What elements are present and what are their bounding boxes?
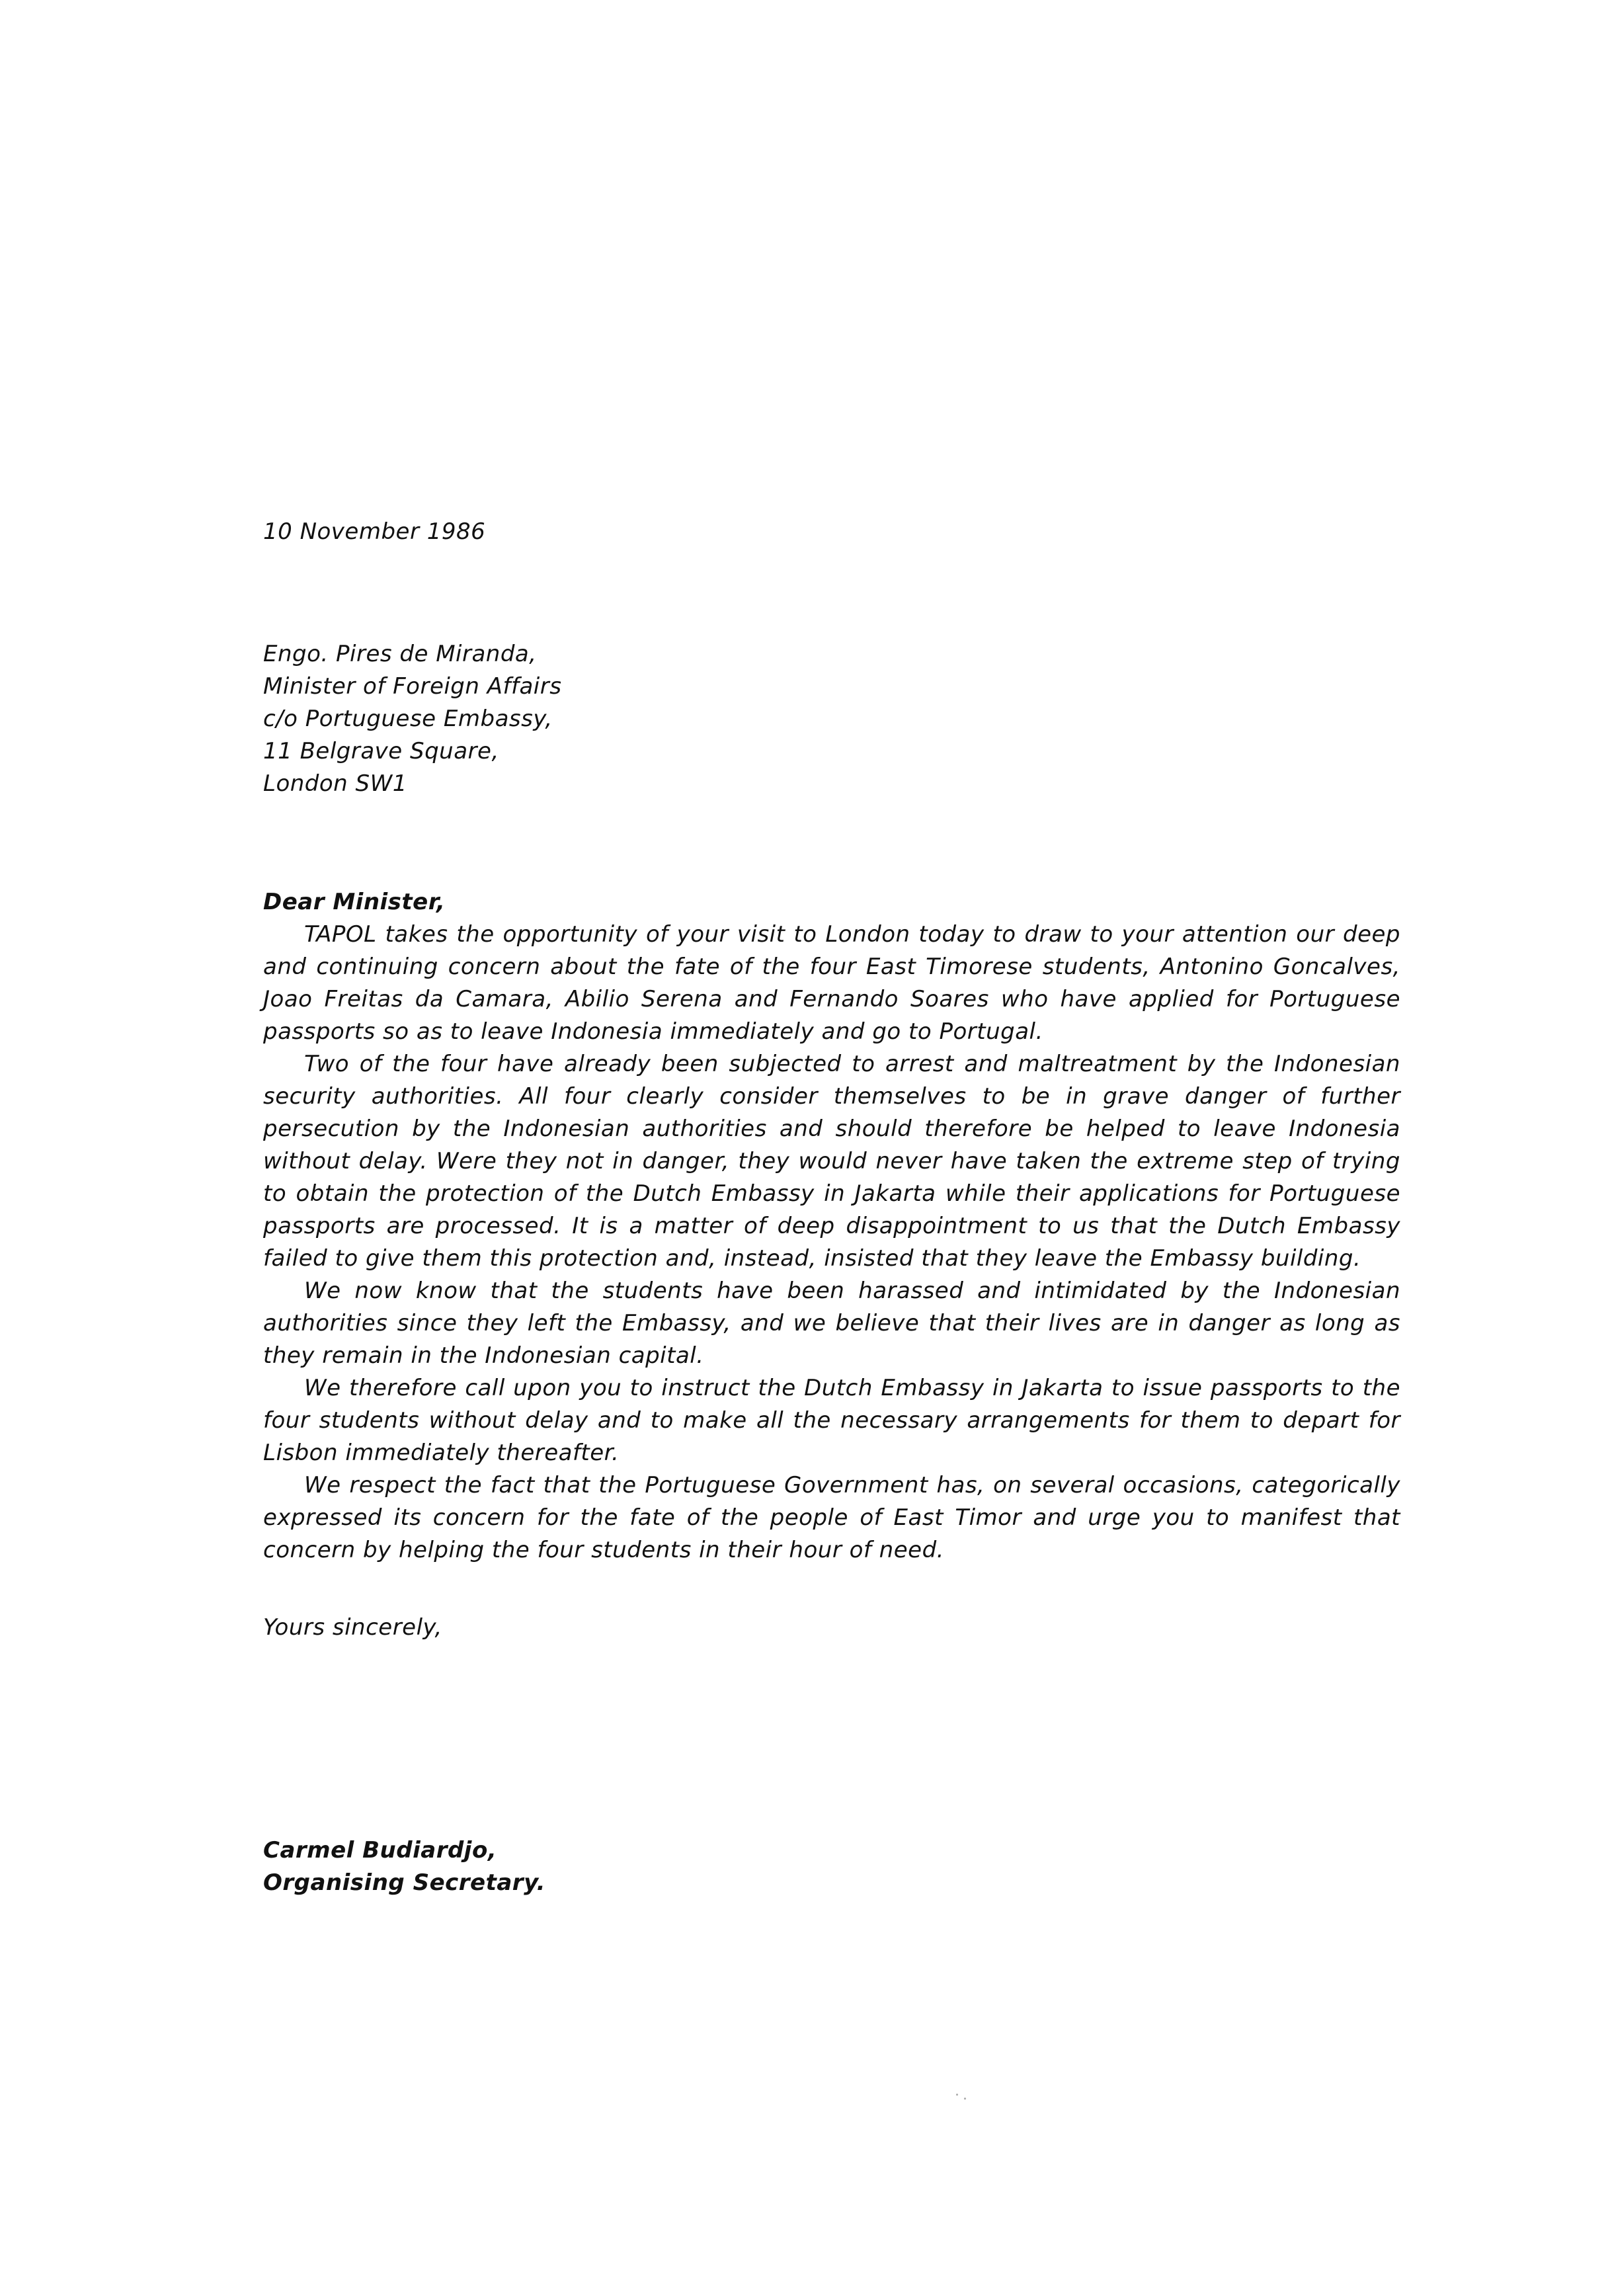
closing: Yours sincerely,	[263, 1614, 442, 1641]
address-line: Minister of Foreign Affairs	[263, 673, 562, 700]
body-paragraph: We therefore call upon you to instruct the Dutch Embassy in Jakarta to issue passports to the four students without delay and to make all the necessary arrangements for them to depart for Lisbon immediately thereafter.	[263, 1375, 1400, 1466]
salutation: Dear Minister,	[263, 889, 446, 915]
signatory-name: Carmel Budiardjo,	[263, 1837, 497, 1864]
letter-body	[263, 516, 1400, 1899]
signatory-title: Organising Secretary.	[263, 1869, 546, 1896]
letter-date: 10 November 1986	[263, 518, 486, 545]
body-paragraph: We respect the fact that the Portuguese Government has, on several occasions, categorically expressed its concern for the fate of the people of East Timor and urge you to manifest that concern by helping the four students in their hour of need.	[263, 1472, 1400, 1563]
recipient-address	[263, 638, 1400, 800]
body-paragraph: TAPOL takes the opportunity of your visit to London today to draw to your attention our deep and continuing concern about the fate of the four East Timorese students, Antonino Goncalves, Joao Freitas da Camara, Abilio Serena and Fernando Soares who have applied for Portuguese passports so as to leave Indonesia immediately and go to Portugal.	[263, 921, 1400, 1045]
body-paragraph: Two of the four have already been subjected to arrest and maltreatment by the Indonesian security authorities. All four clearly consider themselves to be in grave danger of further persecution by the Indonesian authorities and should therefore be helped to leave Indonesia without delay. Were they not in danger, they would never have taken the extreme step of trying to obtain the protection of the Dutch Embassy in Jakarta while their applications for Portuguese passports are processed. It is a matter of deep disappointment to us that the Dutch Embassy failed to give them this protection and, instead, insisted that they leave the Embassy building.	[263, 1051, 1400, 1272]
address-line: Engo. Pires de Miranda,	[263, 641, 537, 667]
address-line: c/o Portuguese Embassy,	[263, 706, 553, 732]
signature-block	[263, 1834, 1400, 1899]
scan-speck	[955, 2092, 975, 2102]
address-line: 11 Belgrave Square,	[263, 738, 499, 764]
address-line: London SW1	[263, 770, 407, 797]
body-paragraph: We now know that the students have been harassed and intimidated by the Indonesian authorities since they left the Embassy, and we believe that their lives are in danger as long as they remain in the Indonesian capital.	[263, 1278, 1400, 1369]
